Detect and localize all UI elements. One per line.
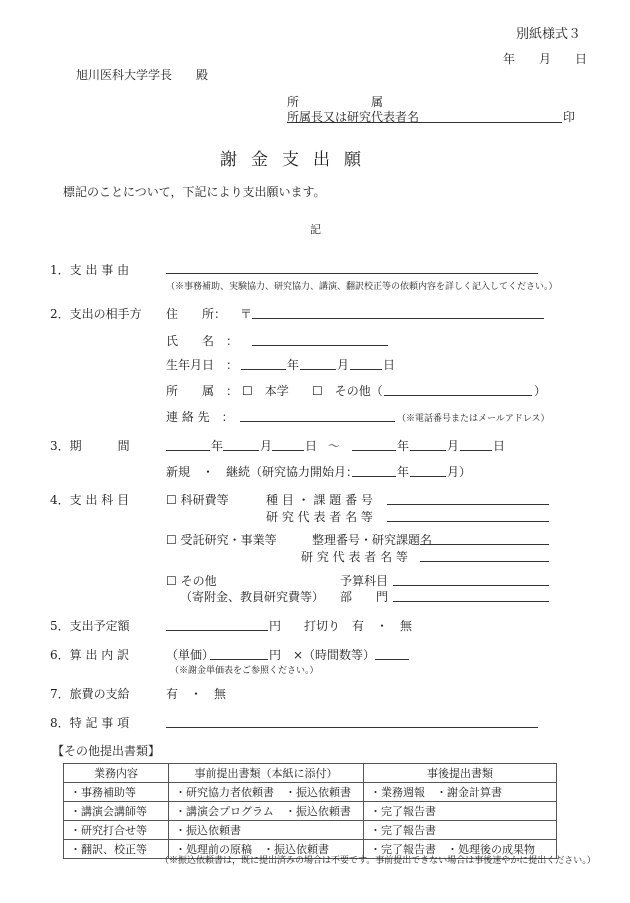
other-fund-field2-label: 部 門 <box>340 590 389 604</box>
kaken-field2-label: 研 究 代 表 者 名 等 <box>266 510 373 524</box>
travel-choice[interactable]: 有 ・ 無 <box>166 687 227 701</box>
other-fund-field2[interactable] <box>393 601 549 602</box>
table-row <box>64 783 557 802</box>
start-year-field[interactable] <box>166 450 210 451</box>
table-cell: ・完了報告書 ・処理後の成果物 <box>364 840 557 859</box>
new-continue[interactable]: 新規 ・ 継続（研究協力開始月： <box>166 465 359 479</box>
honbu-checkbox[interactable]: ☐ 本学 <box>242 384 289 398</box>
affil-label: 所 属 ： <box>166 384 239 398</box>
other-affil-field[interactable] <box>384 395 532 396</box>
unit-price-note: （※謝金単価表をご参照ください。） <box>170 666 319 676</box>
unit-price-label: （単価） <box>166 648 215 662</box>
birth-day-unit: 日 <box>383 358 396 372</box>
birth-label: 生年月日 ： <box>166 358 239 372</box>
table-row <box>64 821 557 840</box>
head-label: 所属長又は研究代表者名 <box>287 110 420 124</box>
start-day-unit: 日 <box>305 439 318 453</box>
birth-year-unit: 年 <box>287 358 300 372</box>
end-day-unit: 日 <box>493 439 506 453</box>
other-checkbox[interactable]: ☐ その他（ <box>312 384 383 398</box>
reason-field[interactable] <box>166 273 538 274</box>
reason-note: （※事務補助、実験協力、研究協力、講演、翻訳校正等の依頼内容を詳しく記入してください。） <box>166 282 558 292</box>
hours-field[interactable] <box>375 659 409 660</box>
item7-label: 7．旅費の支給 <box>50 687 130 701</box>
coop-year-unit: 年 <box>397 465 410 479</box>
coop-month-unit: 月） <box>447 465 472 479</box>
addressee: 旭川医科大学学長 殿 <box>76 68 209 82</box>
jutaku-checkbox[interactable]: ☐ 受託研究・事業等 <box>166 533 277 547</box>
start-month-field[interactable] <box>223 450 259 451</box>
other-fund-field1[interactable] <box>393 585 549 586</box>
footnote: （※振込依頼書は，既に提出済みの場合は不要です。事前提出できない場合は事後速やかに提出ください。） <box>160 856 596 866</box>
other-fund-sub: （寄附金、教員研究費等） <box>180 590 325 604</box>
docs-col-header: 事前提出書類（本紙に添付） <box>169 764 364 783</box>
item3-label: 3．期 間 <box>50 439 130 453</box>
amount-field[interactable] <box>166 630 268 631</box>
end-month-unit: 月 <box>447 439 460 453</box>
kaken-checkbox[interactable]: ☐ 科研費等 <box>166 493 229 507</box>
ki-label: 記 <box>310 223 321 236</box>
table-row <box>64 802 557 821</box>
start-month-unit: 月 <box>260 439 273 453</box>
docs-header: 【その他提出書類】 <box>52 744 161 758</box>
jutaku-field1-label: 整理番号・研究課題名 <box>312 533 433 547</box>
jutaku-field1[interactable] <box>420 544 549 545</box>
kaken-field1-label: 種 目 ・ 課 題 番 号 <box>266 493 373 507</box>
seal-mark: 印 <box>563 110 576 124</box>
docs-table <box>63 763 557 859</box>
unit-price-field[interactable] <box>210 659 268 660</box>
table-cell: ・研究協力者依頼書 ・振込依頼書 <box>169 783 364 802</box>
tilde: ～ <box>328 439 341 453</box>
item1-label: 1．支 出 事 由 <box>50 263 130 277</box>
postal-mark: 〒 <box>240 307 253 321</box>
coop-year-field[interactable] <box>352 476 396 477</box>
name-field[interactable] <box>252 345 388 346</box>
docs-col-header: 業務内容 <box>64 764 169 783</box>
jutaku-field2[interactable] <box>420 561 549 562</box>
table-cell: ・業務週報 ・謝金計算書 <box>364 783 557 802</box>
birth-month-unit: 月 <box>337 358 350 372</box>
end-day-field[interactable] <box>460 450 492 451</box>
item4-label: 4．支 出 科 目 <box>50 493 130 507</box>
form-id: 別紙様式３ <box>516 27 582 42</box>
yen-times-label: 円 ×（時間数等） <box>269 648 376 662</box>
table-cell: ・振込依頼書 <box>169 821 364 840</box>
address-label: 住 所： <box>166 307 227 321</box>
amount-unit: 円 <box>269 619 282 633</box>
birth-month-field[interactable] <box>300 369 336 370</box>
item8-label: 8．特 記 事 項 <box>50 716 130 730</box>
other-fund-checkbox[interactable]: ☐ その他 <box>166 574 217 588</box>
jutaku-field2-label: 研 究 代 表 者 名 等 <box>301 550 408 564</box>
start-year-unit: 年 <box>211 439 224 453</box>
kaken-field1[interactable] <box>387 504 549 505</box>
docs-col-header: 事後提出書類 <box>364 764 557 783</box>
contact-field[interactable] <box>240 421 395 422</box>
item6-label: 6．算 出 内 訳 <box>50 648 130 662</box>
birth-year-field[interactable] <box>241 369 286 370</box>
kaken-field2[interactable] <box>387 521 549 522</box>
table-cell: ・講演会プログラム ・振込依頼書 <box>169 802 364 821</box>
contact-label: 連 絡 先 ： <box>166 410 234 424</box>
other-fund-field1-label: 予算科目 <box>340 574 389 588</box>
table-cell: ・翻訳、校正等 <box>64 840 169 859</box>
intro-text: 標記のことについて，下記により支出願います。 <box>63 185 326 199</box>
head-name-line[interactable] <box>287 122 562 123</box>
item5-label: 5．支出予定額 <box>50 619 130 633</box>
birth-day-field[interactable] <box>350 369 382 370</box>
table-cell: ・完了報告書 <box>364 802 557 821</box>
close-paren: ） <box>534 384 547 398</box>
start-day-field[interactable] <box>272 450 304 451</box>
affiliation-label: 所 属 <box>287 95 384 109</box>
table-cell: ・講演会講師等 <box>64 802 169 821</box>
table-cell: ・処理前の原稿 ・振込依頼書 <box>169 840 364 859</box>
item2-label: 2．支出の相手方 <box>50 307 142 321</box>
date-line: 年 月 日 <box>503 52 588 66</box>
table-cell: ・研究打合せ等 <box>64 821 169 840</box>
page-title: 謝金支出願 <box>220 150 375 170</box>
end-year-unit: 年 <box>397 439 410 453</box>
remarks-field[interactable] <box>166 727 538 728</box>
table-cell: ・完了報告書 <box>364 821 557 840</box>
end-year-field[interactable] <box>352 450 396 451</box>
cutoff-choice[interactable]: 打切り 有 ・ 無 <box>304 619 413 633</box>
table-cell: ・事務補助等 <box>64 783 169 802</box>
contact-note: （※電話番号またはメールアドレス） <box>397 414 550 424</box>
address-field[interactable] <box>252 318 544 319</box>
end-month-field[interactable] <box>410 450 446 451</box>
coop-month-field[interactable] <box>410 476 446 477</box>
name-label: 氏 名 ： <box>166 334 239 348</box>
